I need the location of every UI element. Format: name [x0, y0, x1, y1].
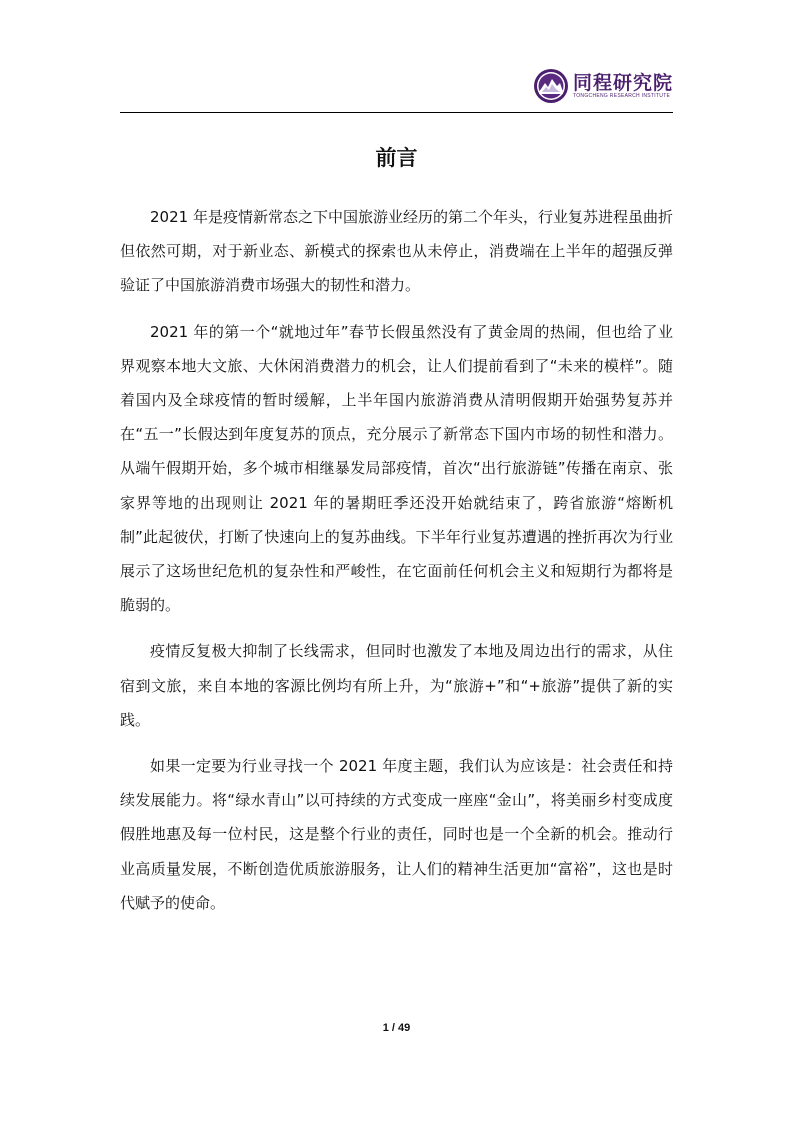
- page-number: 1 / 49: [382, 1022, 411, 1034]
- paragraph-1: 2021 年是疫情新常态之下中国旅游业经历的第二个年头，行业复苏进程虽曲折但依然可期，对于新业态、新模式的探索也从未停止，消费端在上半年的超强反弹验证了中国旅游消费市场强大的韧性和潜力。: [120, 208, 673, 295]
- logo-chinese-name: 同程研究院: [572, 71, 673, 94]
- paragraph-2: 2021 年的第一个“就地过年”春节长假虽然没有了黄金周的热闹，但也给了业界观察本地大文旅、大休闲消费潜力的机会，让人们提前看到了“未来的模样”。随着国内及全球疫情的暂时缓解，上半年国内旅游消费从清明假期开始强势复苏并在“五一”长假达到年度复苏的顶点，充分展示了新常态下国内市场的韧性和潜力。从端午假期开始，多个城市相继暴发局部疫情，首次“出行旅游链”传播在南京、张家界等地的出现则让 2021 年的暑期旺季还没开始就结束了，跨省旅游“熔断机制”此起彼伏，打断了快速向上的复苏曲线。下半年行业复苏遭遇的挫折再次为行业展示了这场世纪危机的复杂性和严峻性，在它面前任何机会主义和短期行为都将是脆弱的。: [120, 322, 673, 615]
- paragraph-4: 如果一定要为行业寻找一个 2021 年度主题，我们认为应该是：社会责任和持续发展能力。将“绿水青山”以可持续的方式变成一座座“金山”，将美丽乡村变成度假胜地惠及每一位村民，这是整个行业的责任，同时也是一个全新的机会。推动行业高质量发展，不断创造优质旅游服务，让人们的精神生活更加“富裕”，这也是时代赋予的使命。: [120, 757, 673, 912]
- header-divider: [120, 112, 673, 113]
- logo-english-name: TONGCHENG RESEARCH INSTITUTE: [572, 92, 671, 99]
- logo-text: [573, 73, 673, 100]
- page-header: [120, 60, 673, 112]
- tongcheng-emblem-icon: [533, 68, 569, 104]
- paragraph-3: 疫情反复极大抑制了长线需求，但同时也激发了本地及周边出行的需求，从住宿到文旅，来自本地的客源比例均有所上升，为“旅游+”和“+旅游”提供了新的实践。: [120, 642, 673, 729]
- page-title: 前言: [375, 146, 418, 170]
- tongcheng-logo: [533, 64, 673, 108]
- preface-body: [120, 200, 673, 932]
